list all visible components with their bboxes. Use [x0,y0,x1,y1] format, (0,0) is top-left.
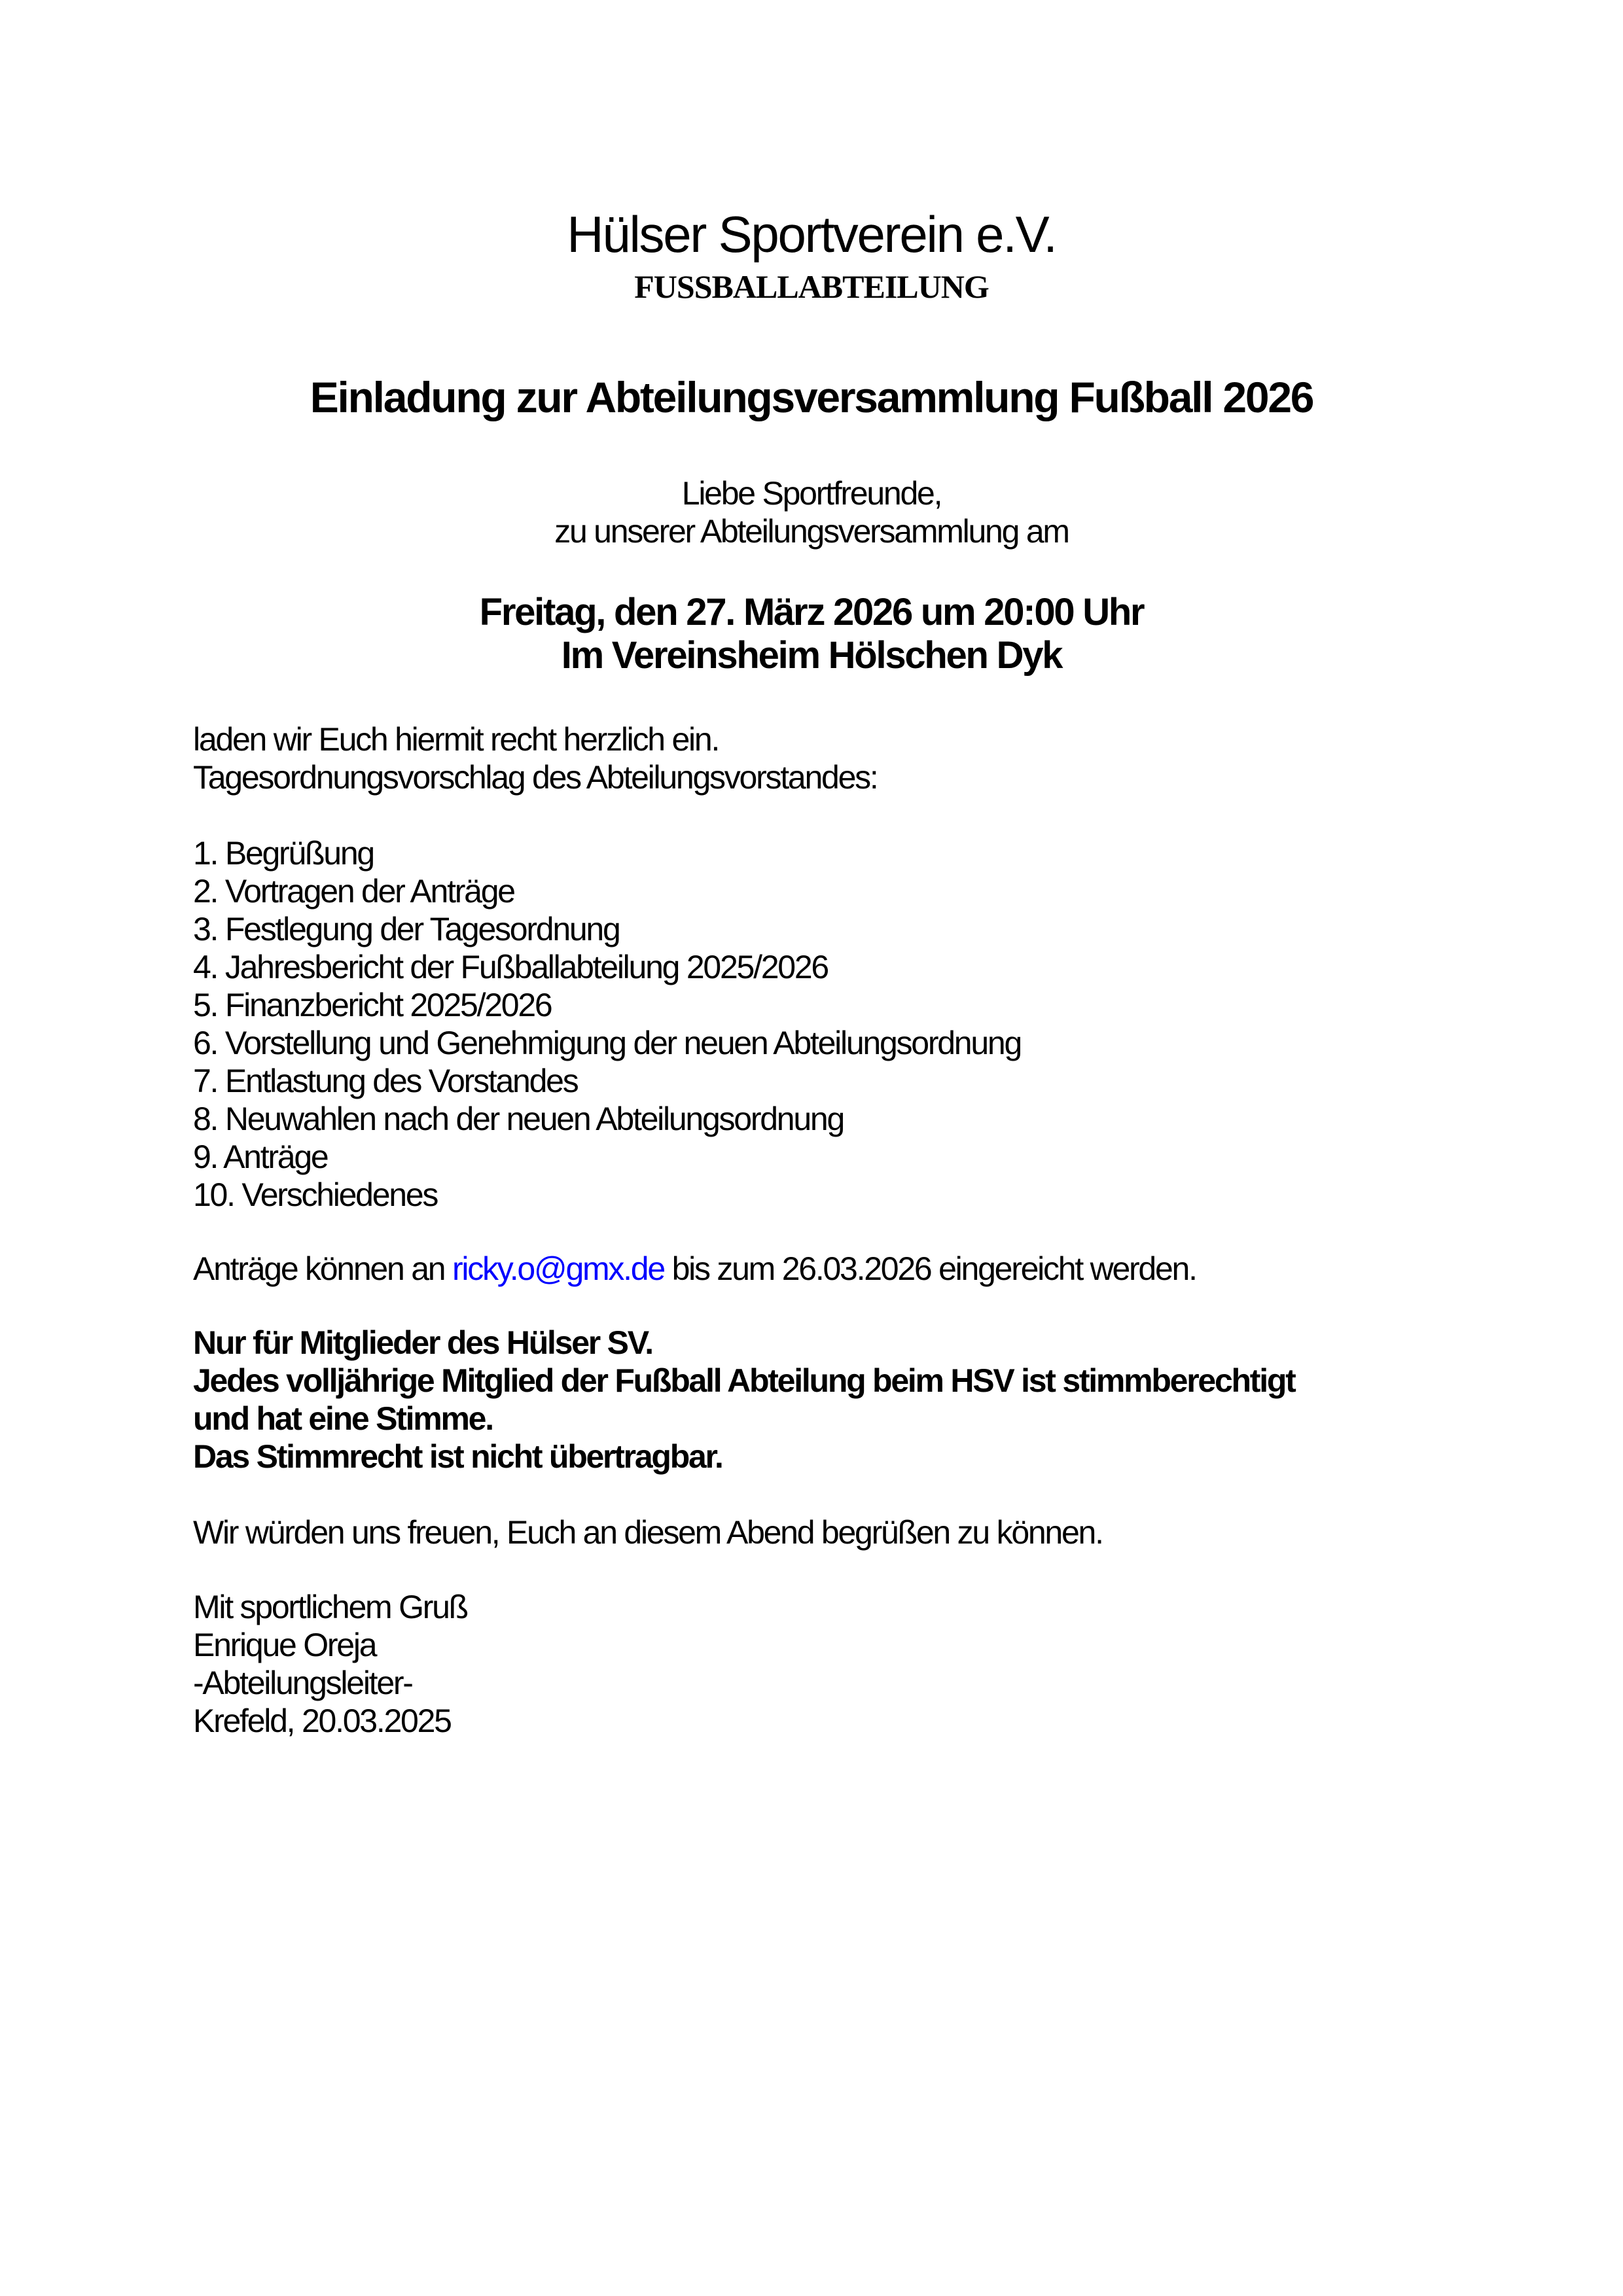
submission-line [193,1250,1430,1288]
eligibility-notice [193,1324,1430,1475]
club-name: Hülser Sportverein e.V. [567,205,1056,263]
agenda-item: 4. Jahresbericht der Fußballabteilung 2025/2026 [193,949,828,985]
notice-line-2: Jedes volljährige Mitglied der Fußball Abteilung beim HSV ist stimmberechtigt [193,1362,1295,1399]
signature-role: -Abteilungsleiter- [193,1665,412,1701]
notice-line-3: und hat eine Stimme. [193,1400,493,1437]
intro-line-1: laden wir Euch hiermit recht herzlich ein. [193,721,719,758]
signature-place-date: Krefeld, 20.03.2025 [193,1703,451,1739]
signature-name: Enrique Oreja [193,1627,376,1663]
agenda-item: 3. Festlegung der Tagesordnung [193,911,620,947]
signature-greeting: Mit sportlichem Gruß [193,1589,467,1625]
closing-line: Wir würden uns freuen, Euch an diesem Abend begrüßen zu können. [193,1514,1103,1551]
agenda-item: 10. Verschiedenes [193,1176,438,1213]
event-datetime: Freitag, den 27. März 2026 um 20:00 Uhr [479,591,1144,633]
letterhead [193,206,1430,306]
agenda-item: 5. Finanzbericht 2025/2026 [193,987,552,1023]
intro [193,720,1430,796]
agenda-item: 6. Vorstellung und Genehmigung der neuen Abteilungsordnung [193,1025,1022,1061]
department-name: FUSSBALLABTEILUNG [634,268,989,305]
agenda-item: 2. Vortragen der Anträge [193,873,514,910]
email-link[interactable]: ricky.o@gmx.de [452,1250,664,1287]
invitation-title: Einladung zur Abteilungsversammlung Fußball 2026 [310,373,1313,421]
event-details [193,591,1430,677]
agenda-item: 9. Anträge [193,1139,328,1175]
submission-text-before: Anträge können an [193,1250,452,1287]
notice-line-4: Das Stimmrecht ist nicht übertragbar. [193,1438,722,1475]
agenda-item: 7. Entlastung des Vorstandes [193,1063,578,1099]
salutation-line-1: Liebe Sportfreunde, [681,475,942,512]
salutation [193,474,1430,550]
submission-text-after: bis zum 26.03.2026 eingereicht werden. [664,1250,1196,1287]
agenda-item: 8. Neuwahlen nach der neuen Abteilungsordnung [193,1101,844,1137]
intro-line-2: Tagesordnungsvorschlag des Abteilungsvorstandes: [193,759,878,796]
event-location: Im Vereinsheim Hölschen Dyk [561,634,1062,677]
salutation-line-2: zu unserer Abteilungsversammlung am [554,513,1069,550]
agenda-list [193,834,1430,1214]
signature-block [193,1588,1430,1740]
agenda-item: 1. Begrüßung [193,835,374,872]
notice-line-1: Nur für Mitglieder des Hülser SV. [193,1324,652,1361]
